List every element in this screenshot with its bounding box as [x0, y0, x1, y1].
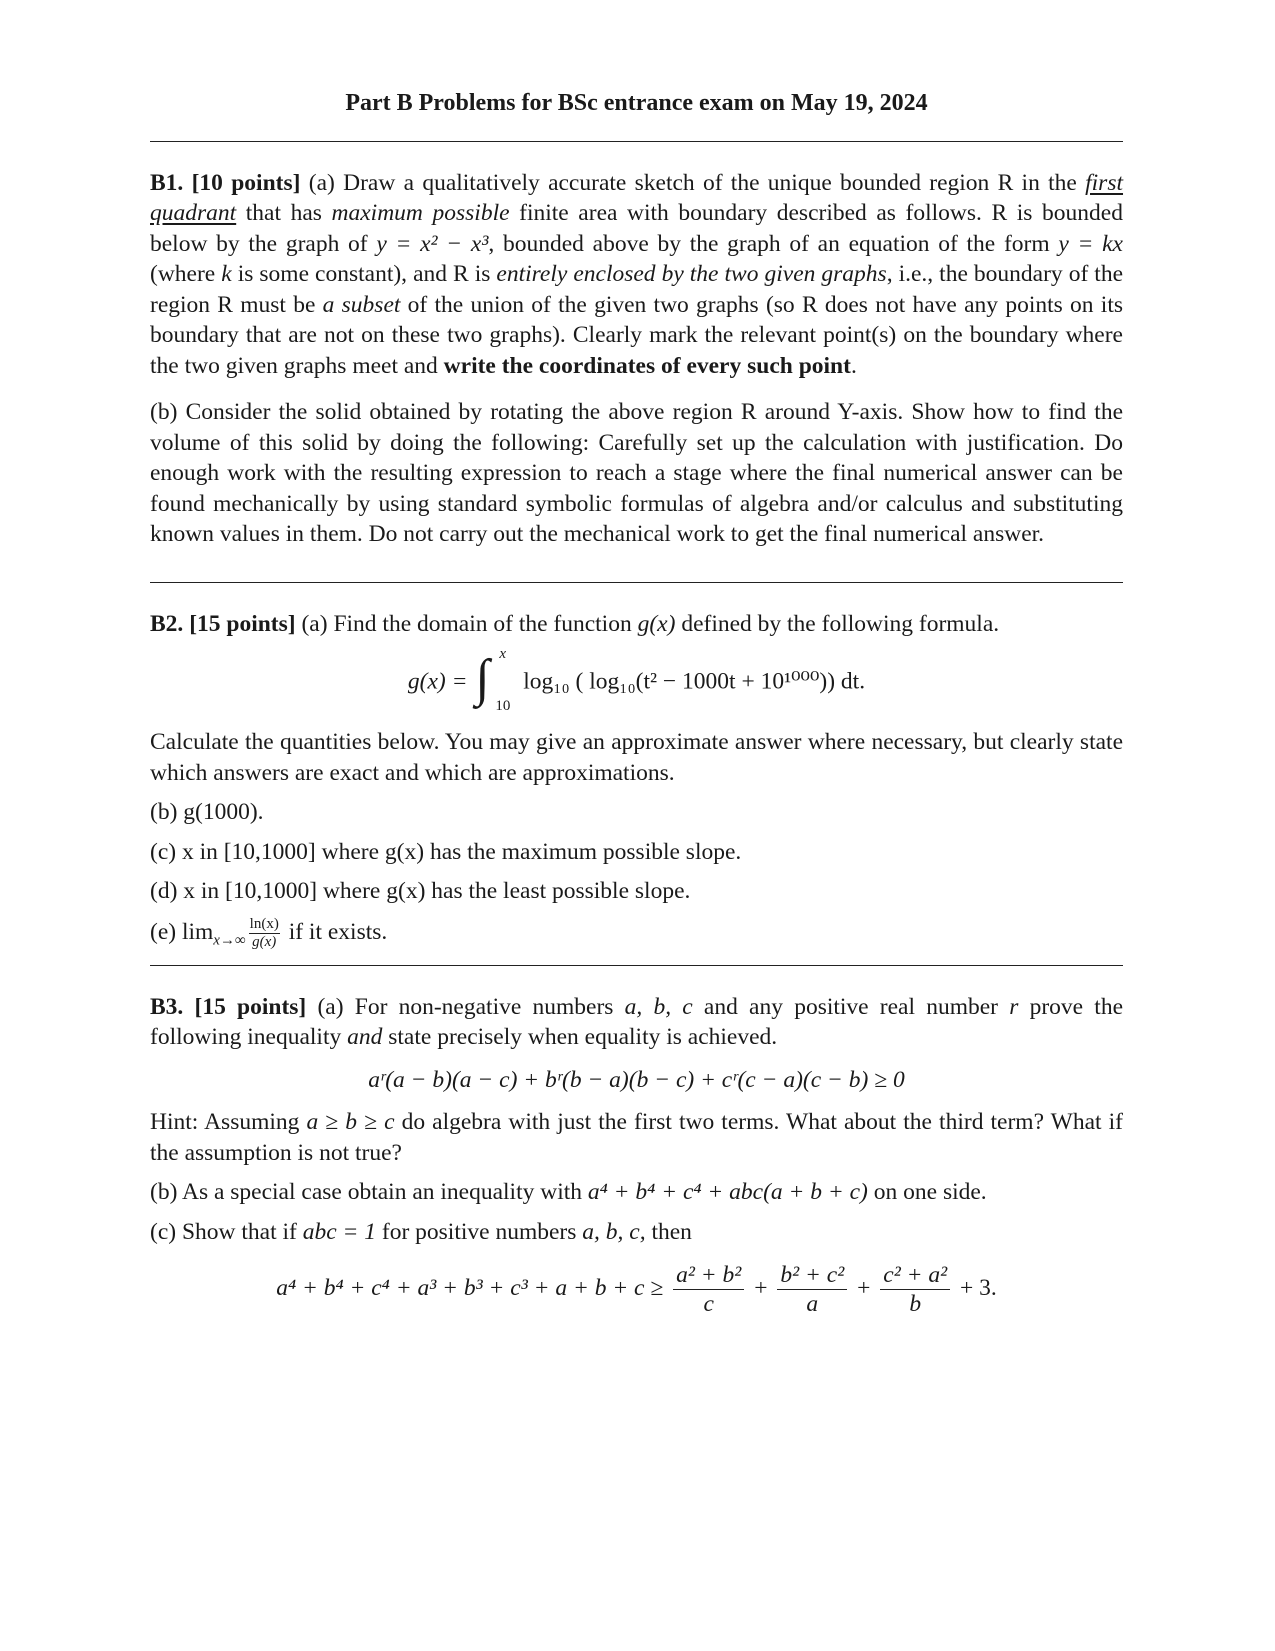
- problem-b2: [150, 609, 1123, 951]
- final-inequality: [150, 1261, 1123, 1318]
- integral-lower-limit: 10: [495, 698, 511, 714]
- b2-part-a: [150, 609, 1123, 640]
- b2-item-b: (b) g(1000).: [150, 799, 264, 825]
- bold-instruction: write the coordinates of every such point: [443, 352, 851, 379]
- text: (a) For non-negative numbers: [306, 993, 625, 1020]
- text: , bounded above by the graph of an equation of the form: [488, 230, 1059, 257]
- final-tail: + 3.: [960, 1274, 997, 1301]
- b1-part-b: (b) Consider the solid obtained by rotating the above region R around Y-axis. Show how to find the volume of this solid by doing the following: Carefully set up the calculation with justification. Do enough work with the resulting expression to reach a stage where the final numerical answer can be found mechanically by using standard symbolic formulas of algebra and/or calculus and substituting known values in them. Do not carry out the mechanical work to get the final numerical answer.: [150, 399, 1123, 547]
- text: , i.e., the boundary of the region R must be: [150, 261, 1123, 318]
- divider: [150, 965, 1123, 966]
- final-lhs: a⁴ + b⁴ + c⁴ + a³ + b³ + c³ + a + b + c ≥: [276, 1274, 664, 1301]
- text: and any positive real number: [692, 993, 1010, 1020]
- problem-b1: [150, 168, 1123, 550]
- b2-calc-instructions: Calculate the quantities below. You may give an approximate answer where necessary, but clearly state which answers are exact and which are approximations.: [150, 729, 1123, 786]
- integral-formula: [150, 646, 1123, 715]
- small-fraction: [249, 916, 280, 951]
- b1-part-a: [150, 168, 1123, 382]
- math-expression: a, b, c,: [582, 1218, 646, 1245]
- b2-item-c: (c) x in [10,1000] where g(x) has the maximum possible slope.: [150, 838, 742, 865]
- formula-lhs: g(x) =: [407, 668, 468, 695]
- b3-item-b: [150, 1177, 1123, 1208]
- b3-part-a: [150, 992, 1123, 1053]
- emphasis: a subset: [322, 291, 401, 318]
- text: on one side.: [867, 1179, 987, 1205]
- plus-sign: +: [857, 1274, 871, 1301]
- exam-page: [150, 88, 1123, 1330]
- fraction-denominator: g(x): [252, 933, 277, 950]
- fraction-denominator: b: [909, 1291, 922, 1317]
- page-title: Part B Problems for BSc entrance exam on May 19, 2024: [345, 90, 928, 116]
- text: Hint: Assuming: [150, 1109, 307, 1135]
- fraction: [777, 1261, 847, 1318]
- math-expression: k: [221, 261, 232, 287]
- text: (a) Find the domain of the function: [295, 610, 638, 637]
- text: of the union of the given two graphs (so R does not have any points on its boundary that are not on these two graphs). Clearly mark the relevant point(s) on the boundary where the two given graphs meet and: [150, 291, 1123, 379]
- points-badge: [15 points]: [189, 610, 296, 637]
- text: finite area with boundary described as follows. R is bounded below by the graph of: [150, 200, 1123, 257]
- text: do algebra with just the first two terms. What about the third term? What if the assumption is not true?: [150, 1109, 1123, 1166]
- text: that has: [236, 200, 332, 226]
- limit-subscript: x→∞: [213, 932, 246, 949]
- math-expression: g(x): [637, 610, 676, 637]
- math-expression: y = x² − x³: [376, 230, 489, 257]
- problem-b3: [150, 992, 1123, 1319]
- fraction-denominator: a: [806, 1291, 819, 1317]
- b3-item-c: [150, 1217, 1123, 1248]
- math-expression: r: [1009, 993, 1019, 1020]
- text: (e) lim: [150, 918, 214, 945]
- b2-item-d: (d) x in [10,1000] where g(x) has the least possible slope.: [150, 878, 691, 904]
- text: for positive numbers: [376, 1218, 583, 1245]
- plus-sign: +: [754, 1274, 768, 1301]
- fraction-numerator: a² + b²: [673, 1261, 744, 1290]
- text: if it exists.: [282, 918, 388, 945]
- emphasis: maximum possible: [331, 200, 510, 226]
- b2-item-e: [150, 916, 1123, 951]
- problem-label: B3.: [150, 993, 184, 1020]
- math-expression: y = kx: [1058, 230, 1123, 257]
- math-expression: abc = 1: [302, 1218, 377, 1245]
- fraction-denominator: c: [703, 1291, 714, 1317]
- fraction-numerator: ln(x): [249, 915, 279, 932]
- text: (a) Draw a qualitatively accurate sketch of the unique bounded region R in the: [300, 169, 1086, 196]
- text: prove the following inequality: [150, 993, 1123, 1050]
- text: (where: [150, 261, 222, 287]
- math-expression: a, b, c: [624, 993, 693, 1020]
- emphasis: and: [347, 1024, 383, 1050]
- problem-label: B1.: [150, 169, 184, 196]
- text: (c) Show that if: [150, 1218, 303, 1245]
- emphasis: entirely enclosed by the two given graphs: [496, 261, 887, 287]
- text: (b) As a special case obtain an inequality with: [150, 1179, 588, 1205]
- emphasis: first quadrant: [150, 169, 1124, 226]
- text: then: [645, 1218, 692, 1245]
- fraction: [673, 1261, 744, 1318]
- text: state precisely when equality is achieved.: [382, 1024, 778, 1050]
- math-expression: a ≥ b ≥ c: [306, 1109, 395, 1135]
- fraction-numerator: c² + a²: [880, 1261, 950, 1290]
- fraction-numerator: b² + c²: [777, 1261, 847, 1290]
- divider: [150, 141, 1123, 142]
- math-expression: a⁴ + b⁴ + c⁴ + abc(a + b + c): [587, 1179, 868, 1205]
- b3-hint: [150, 1107, 1123, 1168]
- divider: [150, 582, 1123, 583]
- points-badge: [15 points]: [194, 993, 307, 1020]
- text: defined by the following formula.: [675, 610, 1000, 637]
- integral-upper-limit: x: [499, 646, 507, 662]
- fraction: [880, 1261, 950, 1318]
- integral-sign: ∫ x 10: [475, 646, 511, 714]
- text: .: [850, 352, 857, 379]
- formula-integrand: log₁₀ ( log₁₀(t² − 1000t + 10¹⁰⁰⁰)) dt.: [523, 668, 866, 695]
- inequality-formula: aʳ(a − b)(a − c) + bʳ(b − a)(b − c) + cʳ(c − a)(c − b) ≥ 0: [368, 1066, 905, 1093]
- problem-label: B2.: [150, 610, 184, 637]
- points-badge: [10 points]: [191, 169, 301, 196]
- text: is some constant), and R is: [231, 261, 497, 287]
